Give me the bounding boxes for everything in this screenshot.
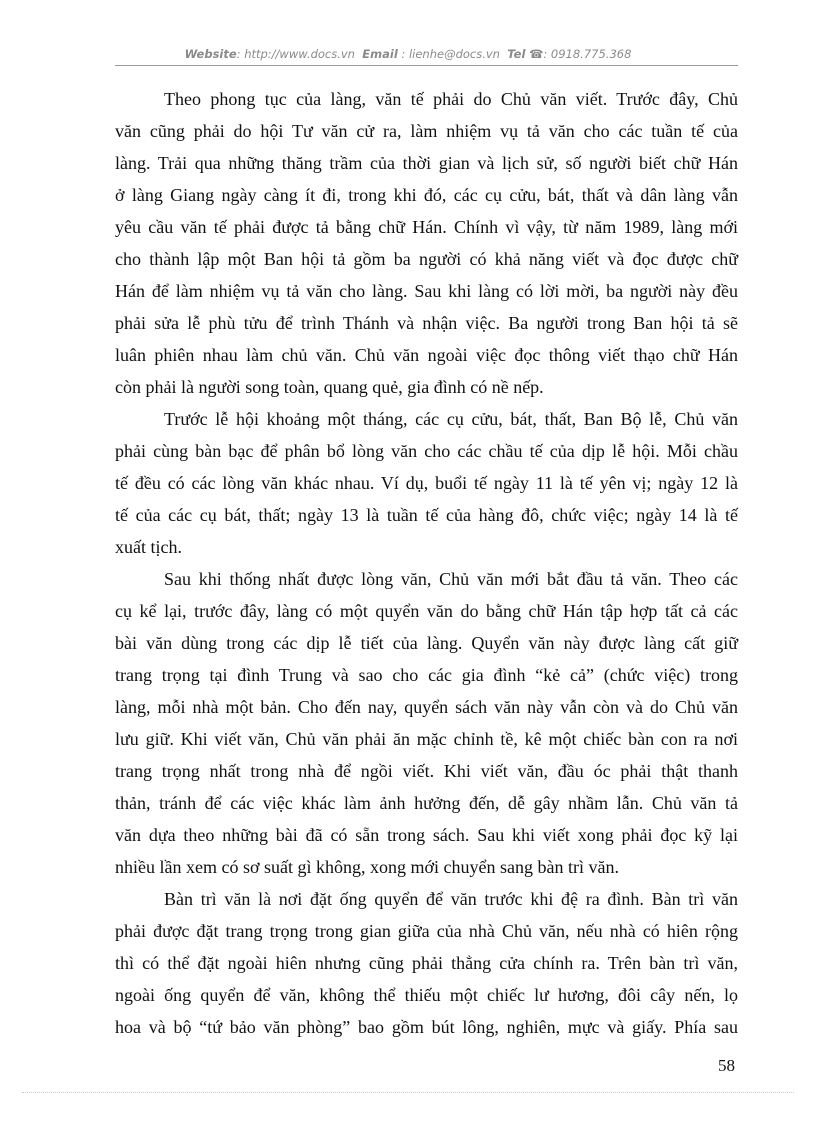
text-line: hoa và bộ “tứ bảo văn phòng” bao gồm bút lông, nghiên, mực và giấy. Phía sau xyxy=(115,1017,738,1037)
page-number: 58 xyxy=(718,1056,735,1075)
text-line: Trước lễ hội khoảng một tháng, các cụ cửu, bát, thất, Ban Bộ lễ, Chủ văn xyxy=(164,409,738,429)
text-line: thản, tránh để các việc khác làm ảnh hưởng đến, dễ gây nhầm lẫn. Chủ văn tả xyxy=(115,793,738,813)
text-line: phải sửa lễ phù tửu để trình Thánh và nhận việc. Ba người trong Ban hội tả sẽ xyxy=(115,313,738,333)
email-value: : lienhe@docs.vn xyxy=(401,47,500,61)
paragraph xyxy=(115,563,738,883)
text-line: xuất tịch. xyxy=(115,537,182,557)
paragraph xyxy=(115,403,738,563)
text-line: phải được đặt trang trọng trong gian giữa của nhà Chủ văn, nếu nhà có hiên rộng xyxy=(115,921,738,941)
text-line: làng, mỗi nhà một bản. Cho đến nay, quyển sách văn này vẫn còn và do Chủ văn xyxy=(115,697,738,717)
tel-value: : 0918.775.368 xyxy=(543,47,632,61)
page-bottom-border xyxy=(22,1092,794,1093)
paragraph xyxy=(115,883,738,1043)
text-line: yêu cầu văn tế phải được tả bằng chữ Hán. Chính vì vậy, từ năm 1989, làng mới xyxy=(115,217,738,237)
text-line: luân phiên nhau làm chủ văn. Chủ văn ngoài việc đọc thông viết thạo chữ Hán xyxy=(115,345,738,365)
text-line: cho thành lập một Ban hội tả gồm ba người có khả năng viết và đọc được chữ xyxy=(115,249,738,269)
text-line: tế của các cụ bát, thất; ngày 13 là tuần tế của hàng đô, chức việc; ngày 14 là tế xyxy=(115,505,738,525)
text-line: ở làng Giang ngày càng ít đi, trong khi đó, các cụ cửu, bát, thất và dân làng vẫn xyxy=(115,185,738,205)
text-line: bài văn dùng trong các dịp lễ tiết của làng. Quyển văn này được làng cất giữ xyxy=(115,633,738,653)
text-line: văn dựa theo những bài đã có sẵn trong sách. Sau khi viết xong phải đọc kỹ lại xyxy=(115,825,738,845)
text-line: Sau khi thống nhất được lòng văn, Chủ văn mới bắt đầu tả văn. Theo các xyxy=(164,569,738,589)
text-line: nhiều lần xem có sơ suất gì không, xong mới chuyển sang bàn trì văn. xyxy=(115,857,619,877)
document-body xyxy=(115,83,738,1043)
website-label: Website xyxy=(184,47,237,61)
phone-icon: ☎ xyxy=(529,47,544,61)
text-line: tế đều có các lòng văn khác nhau. Ví dụ, buổi tế ngày 11 là tế yên vị; ngày 12 là xyxy=(115,473,738,493)
website-value: : http://www.docs.vn xyxy=(236,47,355,61)
text-line: trang trọng nhất trong nhà để ngồi viết. Khi viết văn, đầu óc phải thật thanh xyxy=(115,761,738,781)
text-line: còn phải là người song toàn, quang quẻ, gia đình có nề nếp. xyxy=(115,377,544,397)
text-line: thì có thể đặt ngoài hiên nhưng cũng phải thẳng cửa chính ra. Trên bàn trì văn, xyxy=(115,953,738,973)
text-line: làng. Trải qua những thăng trầm của thời gian và lịch sử, số người biết chữ Hán xyxy=(115,153,738,173)
header-divider xyxy=(115,65,738,66)
text-line: ngoài ống quyển để văn, không thể thiếu một chiếc lư hương, đôi cây nến, lọ xyxy=(115,985,738,1005)
tel-label: Tel xyxy=(507,47,526,61)
text-line: cụ kể lại, trước đây, làng có một quyển văn do bằng chữ Hán tập hợp tất cả các xyxy=(115,601,738,621)
text-line: phải cùng bàn bạc để phân bổ lòng văn cho các chầu tế của dịp lễ hội. Mỗi chầu xyxy=(115,441,738,461)
text-line: Hán để làm nhiệm vụ tả văn cho làng. Sau khi làng có lời mời, ba người này đều xyxy=(115,281,738,301)
text-line: lưu giữ. Khi viết văn, Chủ văn phải ăn mặc chỉnh tề, kê một chiếc bàn con ra nơi xyxy=(115,729,738,749)
paragraph xyxy=(115,83,738,403)
text-line: trang trọng tại đình Trung và sao cho các gia đình “kẻ cả” (chức việc) trong xyxy=(115,665,738,685)
text-line: Bàn trì văn là nơi đặt ống quyển để văn trước khi đệ ra đình. Bàn trì văn xyxy=(164,889,738,909)
email-label: Email xyxy=(362,47,398,61)
text-line: Theo phong tục của làng, văn tế phải do Chủ văn viết. Trước đây, Chủ xyxy=(164,89,738,109)
text-line: văn cũng phải do hội Tư văn cử ra, làm nhiệm vụ tả văn cho các tuần tế của xyxy=(115,121,738,141)
page-header xyxy=(0,47,816,61)
